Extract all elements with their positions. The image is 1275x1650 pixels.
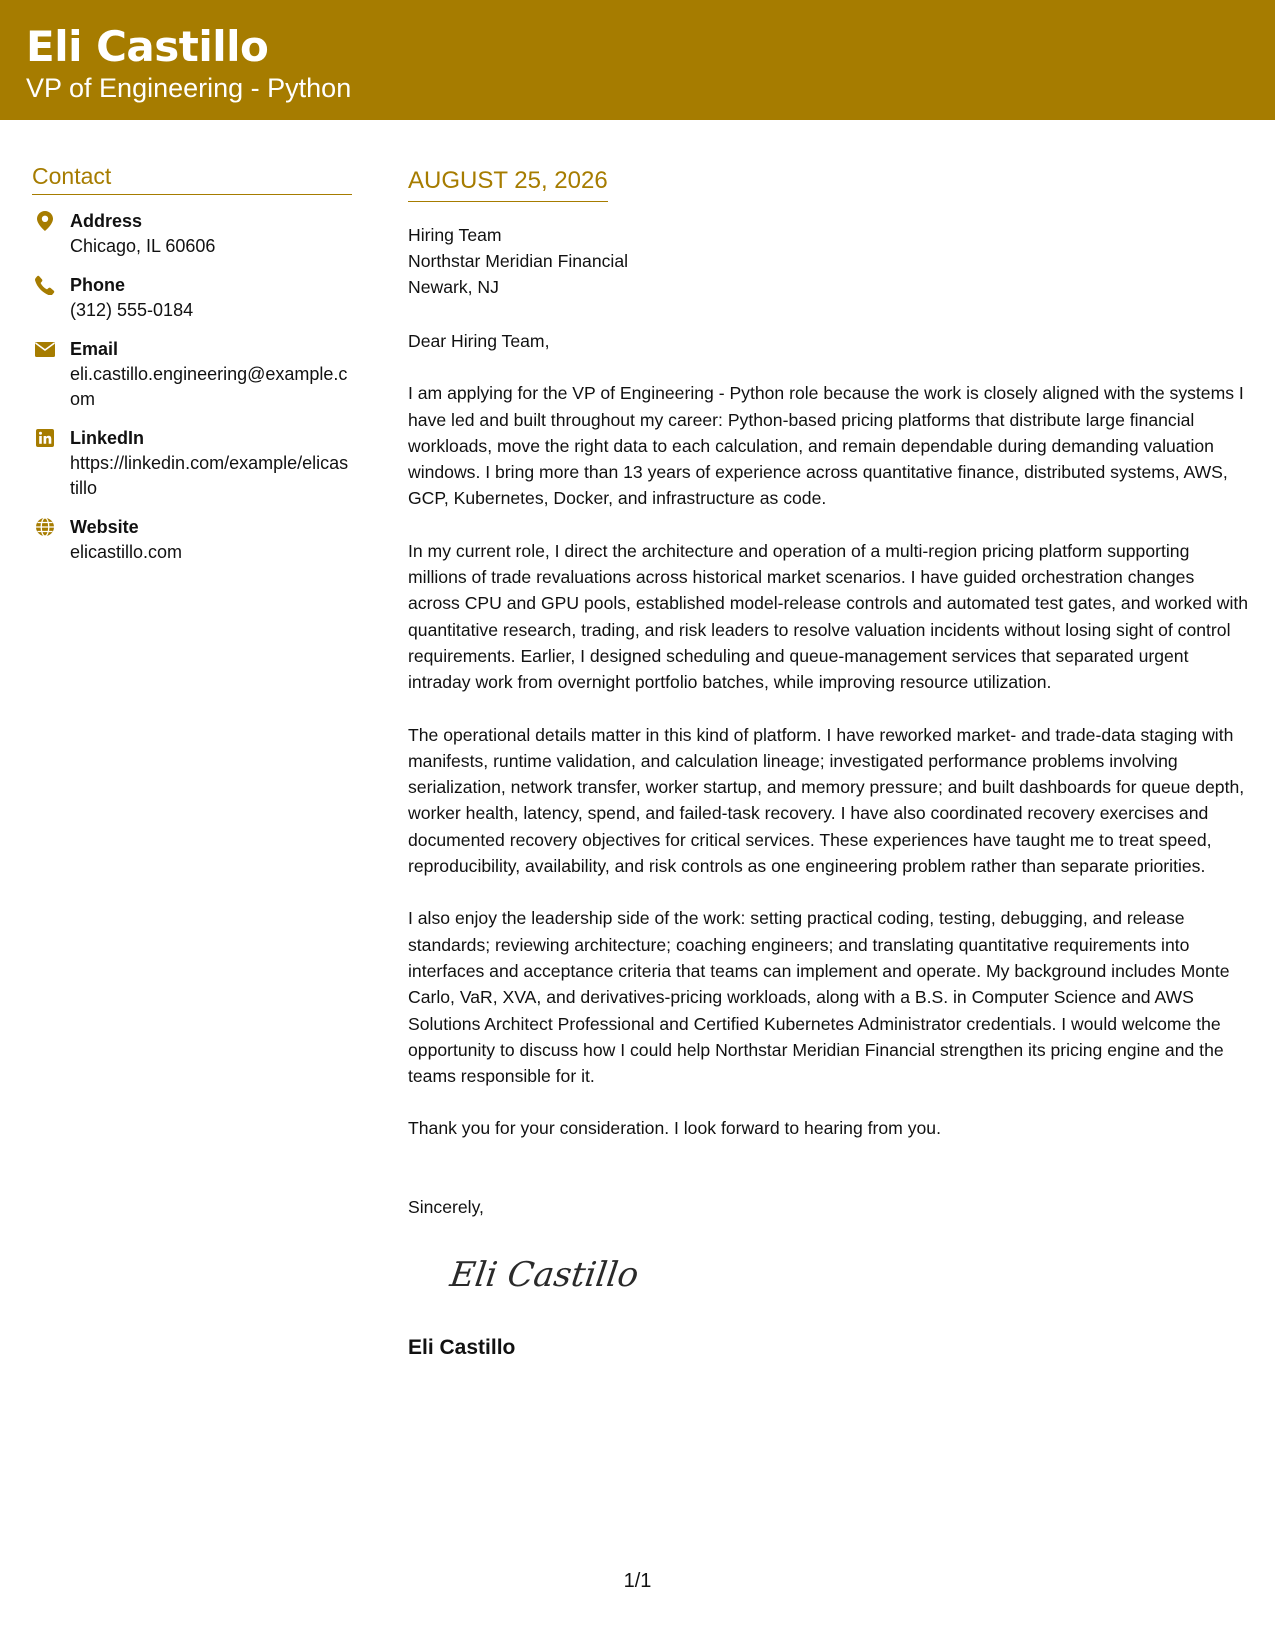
- contact-value: elicastillo.com: [70, 542, 183, 562]
- letter-paragraph: Thank you for your consideration. I look forward to hearing from you.: [408, 1118, 941, 1139]
- contact-value: Chicago, IL 60606: [70, 236, 216, 256]
- contact-label: Email: [70, 339, 119, 359]
- contact-label: Website: [70, 517, 139, 537]
- contact-linkedin: [32, 426, 352, 501]
- linkedin-icon: [34, 427, 56, 449]
- contact-email: [32, 337, 352, 412]
- contact-website: [32, 515, 352, 565]
- salutation: Dear Hiring Team,: [408, 331, 550, 351]
- recipient-line: Northstar Meridian Financial: [408, 251, 629, 271]
- contact-value: (312) 555-0184: [70, 300, 194, 320]
- contact-label: Phone: [70, 275, 126, 295]
- contact-heading: Contact: [32, 163, 352, 195]
- contact-phone: [32, 273, 352, 323]
- recipient-line: Newark, NJ: [408, 277, 499, 297]
- phone-icon: [34, 274, 56, 296]
- map-pin-icon: [34, 210, 56, 232]
- globe-icon: [34, 516, 56, 538]
- letter-body: [408, 166, 1250, 1362]
- contact-value: https://linkedin.com/example/elicastillo: [70, 453, 349, 498]
- letter-paragraph: I also enjoy the leadership side of the work: setting practical coding, testing, debugging, and release standards; reviewing architecture; coaching engineers; and translating quantitative requirements into interfaces and acceptance criteria that teams can implement and operate. My background includes Monte Carlo, VaR, XVA, and derivatives-pricing workloads, along with a B.S. in Computer Science and AWS Solutions Architect Professional and Certified Kubernetes Administrator credentials. I would welcome the opportunity to discuss how I could help Northstar Meridian Financial strengthen its pricing engine and the teams responsible for it.: [408, 908, 1230, 1087]
- recipient-line: Hiring Team: [408, 225, 502, 245]
- letter-date: AUGUST 25, 2026: [408, 166, 608, 202]
- applicant-name: Eli Castillo: [26, 22, 269, 71]
- applicant-title: VP of Engineering - Python: [26, 73, 352, 103]
- letter-paragraph: In my current role, I direct the architecture and operation of a multi-region pricing platform supporting millions of trade revaluations across historical market scenarios. I have guided orchestration changes across CPU and GPU pools, established model-release controls and automated test gates, and worked with quantitative research, trading, and risk leaders to resolve valuation incidents without losing sight of control requirements. Earlier, I designed scheduling and queue-management services that separated urgent intraday work from overnight portfolio batches, while improving resource utilization.: [408, 540, 1249, 693]
- signature-image: [448, 1250, 688, 1300]
- contact-value: eli.castillo.engineering@example.com: [70, 364, 348, 409]
- closing: Sincerely,: [408, 1196, 484, 1217]
- contact-address: [32, 209, 352, 259]
- signer-name: Eli Castillo: [408, 1336, 516, 1360]
- contact-sidebar: [32, 163, 352, 565]
- letter-paragraph: The operational details matter in this kind of platform. I have reworked market- and trade-data staging with manifests, runtime validation, and calculation lineage; investigated performance problems involving serialization, network transfer, worker startup, and memory pressure; and built dashboards for queue depth, worker health, latency, spend, and failed-task recovery. I have also coordinated recovery exercises and documented recovery objectives for critical services. These experiences have taught me to treat speed, reproducibility, availability, and risk controls as one engineering problem rather than separate priorities.: [408, 724, 1245, 877]
- header-banner: [0, 0, 1275, 120]
- page-number: 1/1: [623, 1570, 652, 1592]
- contact-label: LinkedIn: [70, 428, 145, 448]
- recipient-block: [408, 222, 1250, 300]
- letter-paragraph: I am applying for the VP of Engineering - Python role because the work is closely aligned with the systems I have led and built throughout my career: Python-based pricing platforms that distribute large financial workloads, move the right data to each calculation, and remain dependable during demanding valuation windows. I bring more than 13 years of experience across quantitative finance, distributed systems, AWS, GCP, Kubernetes, Docker, and infrastructure as code.: [408, 383, 1244, 509]
- svg-text:Eli Castillo: Eli Castillo: [448, 1255, 642, 1295]
- contact-label: Address: [70, 211, 143, 231]
- envelope-icon: [34, 338, 56, 360]
